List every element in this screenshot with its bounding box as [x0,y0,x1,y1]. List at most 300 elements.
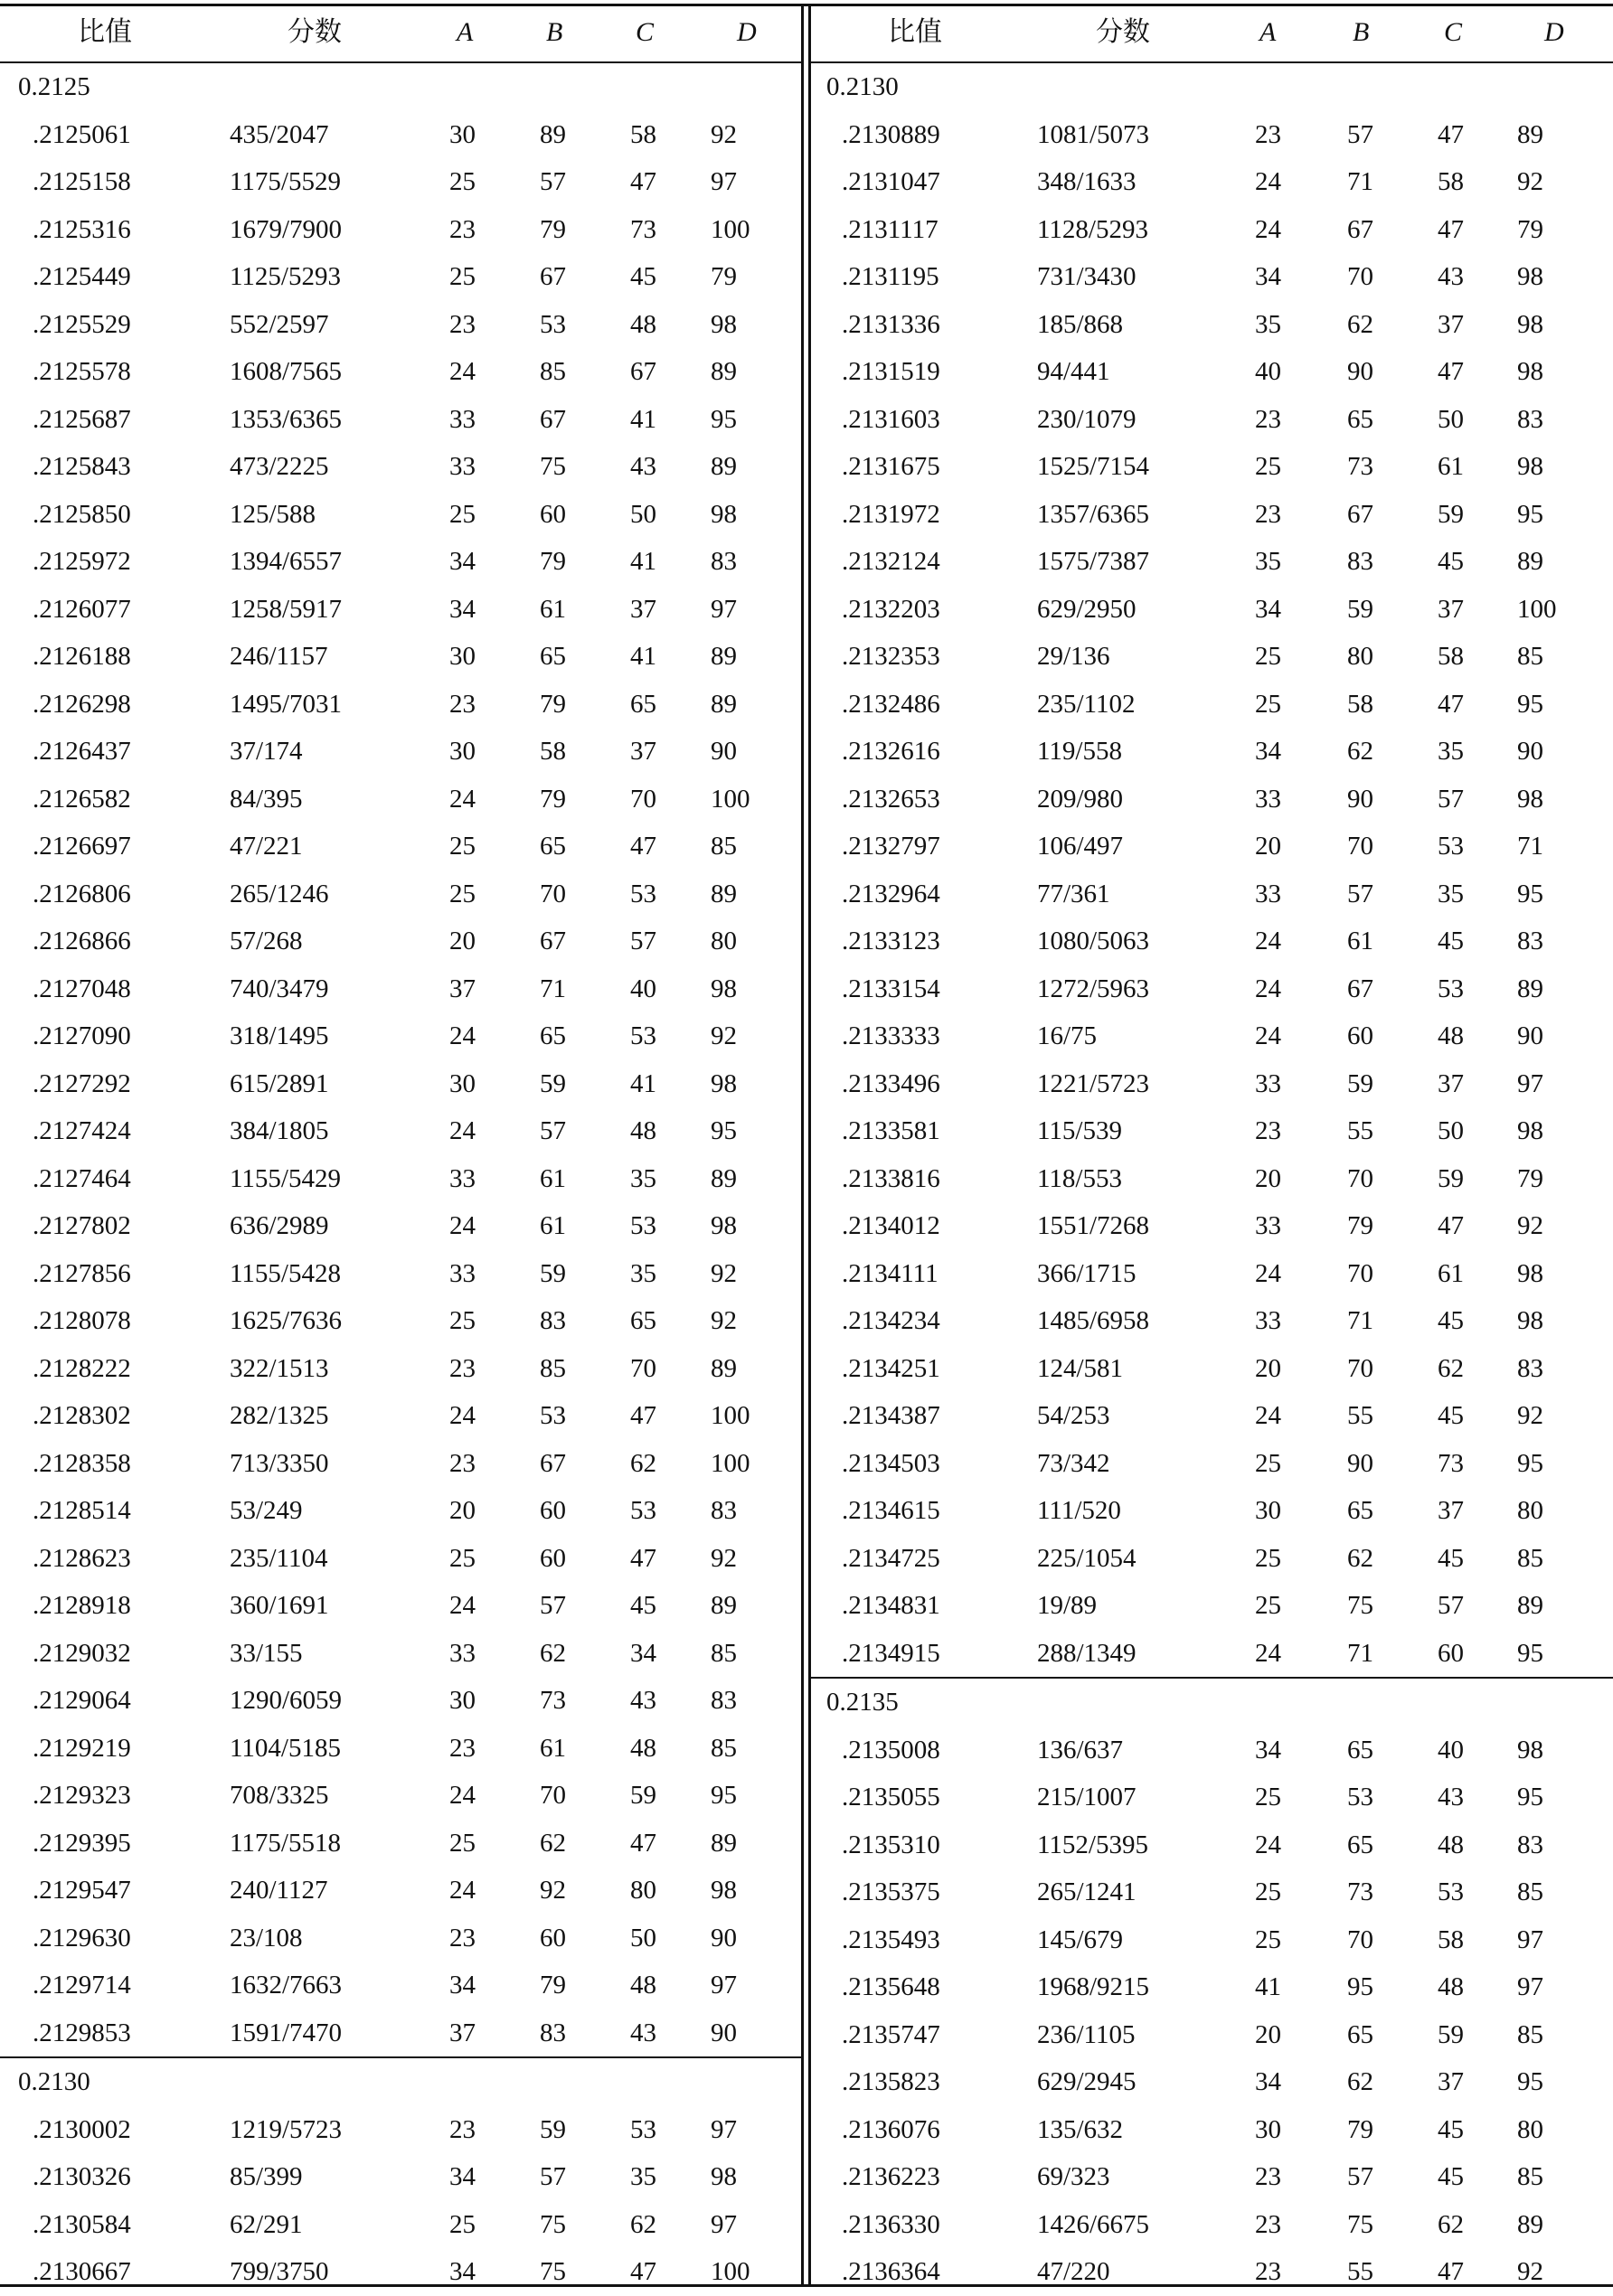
cell-d: 95 [1517,2067,1543,2096]
cell-b: 57 [540,167,566,196]
cell-a: 34 [1255,594,1281,624]
cell-b: 57 [540,1591,566,1620]
table-row [811,1727,1613,1774]
cell-ratio: .2130002 [33,2114,131,2144]
cell-a: 35 [1255,309,1281,339]
cell-b: 75 [540,2209,566,2239]
cell-b: 55 [1347,1116,1373,1145]
cell-c: 53 [1438,832,1464,861]
cell-b: 70 [1347,1353,1373,1383]
left-header-row [0,4,801,63]
cell-a: 25 [449,832,476,861]
cell-b: 89 [540,119,566,149]
table-row [811,776,1613,823]
cell-d: 89 [711,1163,737,1193]
cell-fraction: 636/2989 [230,1211,329,1240]
header-ratio: 比值 [78,17,132,47]
cell-fraction: 1353/6365 [230,404,343,434]
cell-a: 20 [1255,2019,1281,2049]
cell-d: 79 [1517,1163,1543,1193]
cell-b: 67 [540,262,566,291]
cell-fraction: 1081/5073 [1037,119,1150,149]
table-row [811,2106,1613,2154]
cell-a: 34 [449,2257,476,2286]
table-row [0,1155,801,1203]
cell-c: 35 [630,1258,656,1288]
cell-a: 35 [1255,547,1281,576]
cell-a: 34 [1255,1735,1281,1764]
cell-d: 79 [1517,214,1543,244]
cell-a: 24 [449,1021,476,1050]
cell-a: 23 [449,1923,476,1953]
cell-b: 67 [540,404,566,434]
cell-b: 73 [540,1686,566,1715]
cell-c: 50 [630,499,656,529]
cell-b: 65 [1347,404,1373,434]
cell-fraction: 94/441 [1037,357,1110,386]
header-fraction: 分数 [288,17,342,47]
cell-fraction: 282/1325 [230,1401,329,1430]
cell-b: 75 [540,2257,566,2286]
cell-ratio: .2125061 [33,119,131,149]
cell-d: 80 [711,927,737,955]
cell-fraction: 265/1246 [230,879,329,908]
cell-fraction: 473/2225 [230,452,329,481]
header-d: D [737,17,757,47]
cell-a: 25 [449,167,476,196]
cell-fraction: 1175/5529 [230,167,341,196]
group-header-row [0,2056,801,2106]
cell-fraction: 77/361 [1037,879,1110,908]
cell-b: 70 [1347,1258,1373,1288]
table-row [0,253,801,301]
cell-ratio: .2129064 [33,1686,131,1715]
cell-fraction: 1080/5063 [1037,927,1150,955]
cell-fraction: 69/323 [1037,2162,1110,2191]
cell-a: 34 [449,594,476,624]
cell-ratio: .2130667 [33,2257,131,2286]
header-d: D [1544,17,1564,47]
cell-d: 85 [1517,2019,1543,2049]
cell-d: 92 [711,1543,737,1573]
cell-ratio: .2129032 [33,1638,131,1668]
cell-ratio: .2126077 [33,594,131,624]
cell-fraction: 1125/5293 [230,262,341,291]
cell-fraction: 236/1105 [1037,2019,1136,2049]
cell-ratio: .2131047 [842,167,940,196]
table-row [811,1916,1613,1964]
table-row [0,1012,801,1060]
cell-c: 43 [630,452,656,481]
cell-c: 62 [1438,2209,1464,2239]
cell-a: 25 [1255,1877,1281,1906]
header-b: B [1353,17,1370,47]
table-row [0,1962,801,2009]
cell-c: 45 [630,262,656,291]
cell-a: 24 [1255,974,1281,1003]
cell-a: 25 [1255,1591,1281,1620]
cell-a: 34 [449,2162,476,2191]
cell-ratio: .2127856 [33,1258,131,1288]
cell-c: 53 [630,1211,656,1240]
table-row [811,870,1613,918]
cell-d: 98 [1517,452,1543,481]
cell-a: 23 [1255,404,1281,434]
table-row [0,2106,801,2154]
table-row [811,586,1613,634]
group-header-row [811,63,1613,111]
cell-ratio: .2133154 [842,974,940,1003]
cell-c: 73 [1438,1448,1464,1478]
table-row [811,1107,1613,1155]
cell-b: 65 [540,1021,566,1050]
cell-ratio: .2125843 [33,452,131,481]
cell-c: 47 [1438,119,1464,149]
cell-fraction: 435/2047 [230,119,329,149]
cell-b: 53 [540,309,566,339]
cell-ratio: .2131336 [842,309,940,339]
cell-b: 67 [1347,214,1373,244]
cell-ratio: .2127424 [33,1116,131,1145]
cell-b: 71 [1347,1638,1373,1668]
cell-ratio: .2131675 [842,452,940,481]
group-label: 0.2125 [18,72,90,101]
table-row [811,301,1613,349]
cell-c: 40 [1438,1735,1464,1764]
table-row [811,681,1613,729]
table-row [811,1345,1613,1393]
cell-b: 70 [540,1781,566,1810]
table-row [0,1345,801,1393]
cell-ratio: .2135747 [842,2019,940,2049]
cell-fraction: 322/1513 [230,1353,329,1383]
cell-a: 20 [1255,832,1281,861]
cell-fraction: 215/1007 [1037,1783,1137,1811]
table-row [0,158,801,206]
table-row [0,1487,801,1535]
cell-c: 47 [1438,214,1464,244]
cell-d: 95 [711,1781,737,1810]
cell-ratio: .2133123 [842,927,940,955]
cell-ratio: .2130326 [33,2162,131,2191]
cell-fraction: 119/558 [1037,737,1122,766]
cell-ratio: .2127802 [33,1211,131,1240]
cell-fraction: 84/395 [230,784,303,814]
table-row [0,2201,801,2249]
table-row [811,158,1613,206]
cell-d: 95 [711,404,737,434]
cell-b: 65 [1347,1830,1373,1859]
cell-a: 20 [449,1496,476,1525]
cell-fraction: 713/3350 [230,1448,329,1478]
cell-ratio: .2134831 [842,1591,940,1620]
cell-b: 65 [540,832,566,861]
table-row [811,2248,1613,2296]
table-row [0,776,801,823]
cell-b: 62 [1347,1543,1373,1573]
cell-ratio: .2134012 [842,1211,940,1240]
cell-d: 92 [711,1021,737,1050]
cell-d: 95 [1517,689,1543,719]
cell-a: 25 [449,2209,476,2239]
cell-fraction: 29/136 [1037,642,1110,671]
cell-b: 62 [1347,737,1373,766]
cell-ratio: .2125529 [33,309,131,339]
cell-d: 92 [711,1306,737,1335]
cell-fraction: 552/2597 [230,309,329,339]
cell-d: 97 [1517,1972,1543,2001]
cell-b: 79 [1347,1211,1373,1240]
cell-a: 24 [449,1591,476,1620]
cell-c: 53 [630,1496,656,1525]
table-row [0,206,801,254]
cell-fraction: 1625/7636 [230,1306,343,1335]
cell-fraction: 288/1349 [1037,1638,1137,1668]
cell-a: 34 [1255,2067,1281,2096]
cell-a: 23 [449,689,476,719]
cell-ratio: .2129853 [33,2018,131,2047]
cell-ratio: .2127464 [33,1163,131,1193]
cell-b: 62 [540,1638,566,1668]
cell-b: 70 [1347,832,1373,861]
cell-d: 92 [1517,1401,1543,1430]
cell-ratio: .2125687 [33,404,131,434]
cell-a: 25 [449,499,476,529]
cell-b: 67 [1347,499,1373,529]
cell-a: 30 [449,1686,476,1715]
cell-ratio: .2135648 [842,1972,940,2001]
table-row [0,681,801,729]
table-row [811,1297,1613,1345]
cell-fraction: 1155/5429 [230,1163,341,1193]
cell-fraction: 23/108 [230,1923,303,1953]
cell-b: 75 [1347,2209,1373,2239]
cell-b: 85 [540,1353,566,1383]
table-row [811,348,1613,396]
cell-ratio: .2128222 [33,1353,131,1383]
cell-fraction: 85/399 [230,2162,303,2191]
cell-d: 97 [1517,1068,1543,1098]
cell-d: 97 [711,1971,737,2000]
cell-c: 40 [630,974,656,1003]
cell-ratio: .2132797 [842,832,940,861]
cell-d: 97 [711,2209,737,2239]
cell-fraction: 1495/7031 [230,689,343,719]
cell-d: 89 [711,452,737,481]
cell-a: 24 [449,357,476,386]
table-row [0,1582,801,1630]
cell-c: 53 [630,879,656,908]
cell-b: 57 [540,1116,566,1145]
cell-c: 62 [1438,1353,1464,1383]
cell-d: 89 [711,689,737,719]
cell-c: 47 [630,832,656,861]
right-header-row [811,4,1613,63]
cell-ratio: .2135055 [842,1783,940,1811]
cell-b: 73 [1347,452,1373,481]
cell-fraction: 73/342 [1037,1448,1110,1478]
cell-a: 30 [1255,2114,1281,2144]
cell-ratio: .2128623 [33,1543,131,1573]
cell-b: 60 [540,1923,566,1953]
cell-b: 59 [540,1068,566,1098]
cell-fraction: 1221/5723 [1037,1068,1150,1098]
cell-a: 23 [449,1733,476,1763]
cell-fraction: 145/679 [1037,1924,1124,1954]
cell-d: 95 [1517,879,1543,908]
cell-d: 89 [711,879,737,908]
table-row [811,1487,1613,1535]
cell-fraction: 629/2950 [1037,594,1137,624]
cell-d: 92 [711,119,737,149]
cell-d: 98 [1517,784,1543,814]
cell-a: 23 [1255,2162,1281,2191]
cell-d: 98 [1517,262,1543,291]
group-header-row [811,1677,1613,1727]
cell-d: 71 [1517,832,1543,861]
cell-ratio: .2136364 [842,2257,940,2286]
cell-d: 98 [711,974,737,1003]
cell-c: 45 [1438,1306,1464,1335]
cell-b: 79 [540,214,566,244]
cell-c: 57 [1438,784,1464,814]
cell-a: 23 [1255,499,1281,529]
cell-c: 47 [1438,357,1464,386]
cell-b: 83 [540,2018,566,2047]
cell-c: 57 [630,927,656,955]
cell-b: 57 [540,2162,566,2191]
cell-a: 24 [449,1781,476,1810]
cell-fraction: 1485/6958 [1037,1306,1150,1335]
cell-d: 85 [1517,1543,1543,1573]
cell-c: 41 [630,547,656,576]
cell-ratio: .2136330 [842,2209,940,2239]
cell-c: 80 [630,1876,656,1905]
table-row [811,206,1613,254]
cell-d: 98 [1517,1735,1543,1764]
cell-fraction: 135/632 [1037,2114,1124,2144]
table-row [811,1202,1613,1250]
table-row [0,111,801,159]
cell-d: 89 [1517,547,1543,576]
cell-ratio: .2132616 [842,737,940,766]
cell-fraction: 185/868 [1037,309,1124,339]
cell-c: 47 [630,1401,656,1430]
table-row [0,2248,801,2296]
cell-ratio: .2134615 [842,1496,940,1525]
table-row [0,2009,801,2057]
cell-a: 23 [1255,119,1281,149]
cell-d: 90 [1517,737,1543,766]
cell-b: 61 [540,1733,566,1763]
cell-a: 23 [449,1448,476,1478]
cell-a: 30 [449,119,476,149]
cell-a: 34 [449,547,476,576]
cell-fraction: 799/3750 [230,2257,329,2286]
cell-ratio: .2126866 [33,927,131,955]
cell-fraction: 1525/7154 [1037,452,1150,481]
cell-fraction: 1258/5917 [230,594,343,624]
cell-b: 62 [1347,309,1373,339]
table-row [811,1868,1613,1916]
cell-fraction: 111/520 [1037,1496,1121,1525]
cell-c: 58 [1438,167,1464,196]
cell-fraction: 54/253 [1037,1401,1110,1430]
cell-d: 83 [1517,1830,1543,1859]
table-row [0,1060,801,1108]
cell-a: 30 [1255,1496,1281,1525]
cell-c: 53 [630,1021,656,1050]
cell-d: 98 [1517,1258,1543,1288]
cell-c: 37 [1438,309,1464,339]
cell-ratio: .2127090 [33,1021,131,1050]
cell-c: 45 [630,1591,656,1620]
cell-c: 50 [1438,1116,1464,1145]
cell-b: 53 [540,1401,566,1430]
cell-fraction: 1426/6675 [1037,2209,1150,2239]
cell-a: 24 [1255,1258,1281,1288]
cell-b: 60 [540,1496,566,1525]
cell-b: 90 [1347,1448,1373,1478]
table-row [811,1535,1613,1583]
cell-fraction: 1155/5428 [230,1258,341,1288]
cell-b: 67 [540,1448,566,1478]
cell-c: 47 [1438,1211,1464,1240]
table-row [811,253,1613,301]
cell-c: 60 [1438,1638,1464,1668]
cell-ratio: .2134915 [842,1638,940,1668]
cell-a: 24 [449,1211,476,1240]
cell-c: 53 [1438,974,1464,1003]
cell-fraction: 366/1715 [1037,1258,1137,1288]
cell-b: 79 [540,689,566,719]
table-row [811,2201,1613,2249]
cell-fraction: 1575/7387 [1037,547,1150,576]
cell-b: 70 [1347,1163,1373,1193]
cell-ratio: .2128302 [33,1401,131,1430]
cell-b: 75 [1347,1591,1373,1620]
cell-d: 95 [1517,1638,1543,1668]
cell-ratio: .2129630 [33,1923,131,1953]
cell-d: 89 [711,642,737,671]
cell-ratio: .2134725 [842,1543,940,1573]
cell-fraction: 348/1633 [1037,167,1137,196]
cell-ratio: .2126806 [33,879,131,908]
cell-fraction: 1175/5518 [230,1828,341,1858]
table-row [811,728,1613,776]
cell-c: 53 [1438,1877,1464,1906]
cell-fraction: 1104/5185 [230,1733,341,1763]
cell-b: 59 [540,1258,566,1288]
cell-d: 89 [1517,119,1543,149]
table-row [0,1250,801,1298]
cell-ratio: .2128358 [33,1448,131,1478]
table-row [811,1155,1613,1203]
cell-fraction: 124/581 [1037,1353,1124,1383]
table-row [0,728,801,776]
cell-d: 98 [1517,1306,1543,1335]
cell-ratio: .2133581 [842,1116,940,1145]
cell-d: 92 [1517,167,1543,196]
cell-a: 33 [1255,879,1281,908]
cell-b: 59 [1347,1068,1373,1098]
cell-b: 67 [540,927,566,955]
cell-d: 98 [711,2162,737,2191]
cell-d: 89 [1517,1591,1543,1620]
cell-b: 61 [540,1211,566,1240]
table-row [811,1060,1613,1108]
table-row [0,1392,801,1440]
